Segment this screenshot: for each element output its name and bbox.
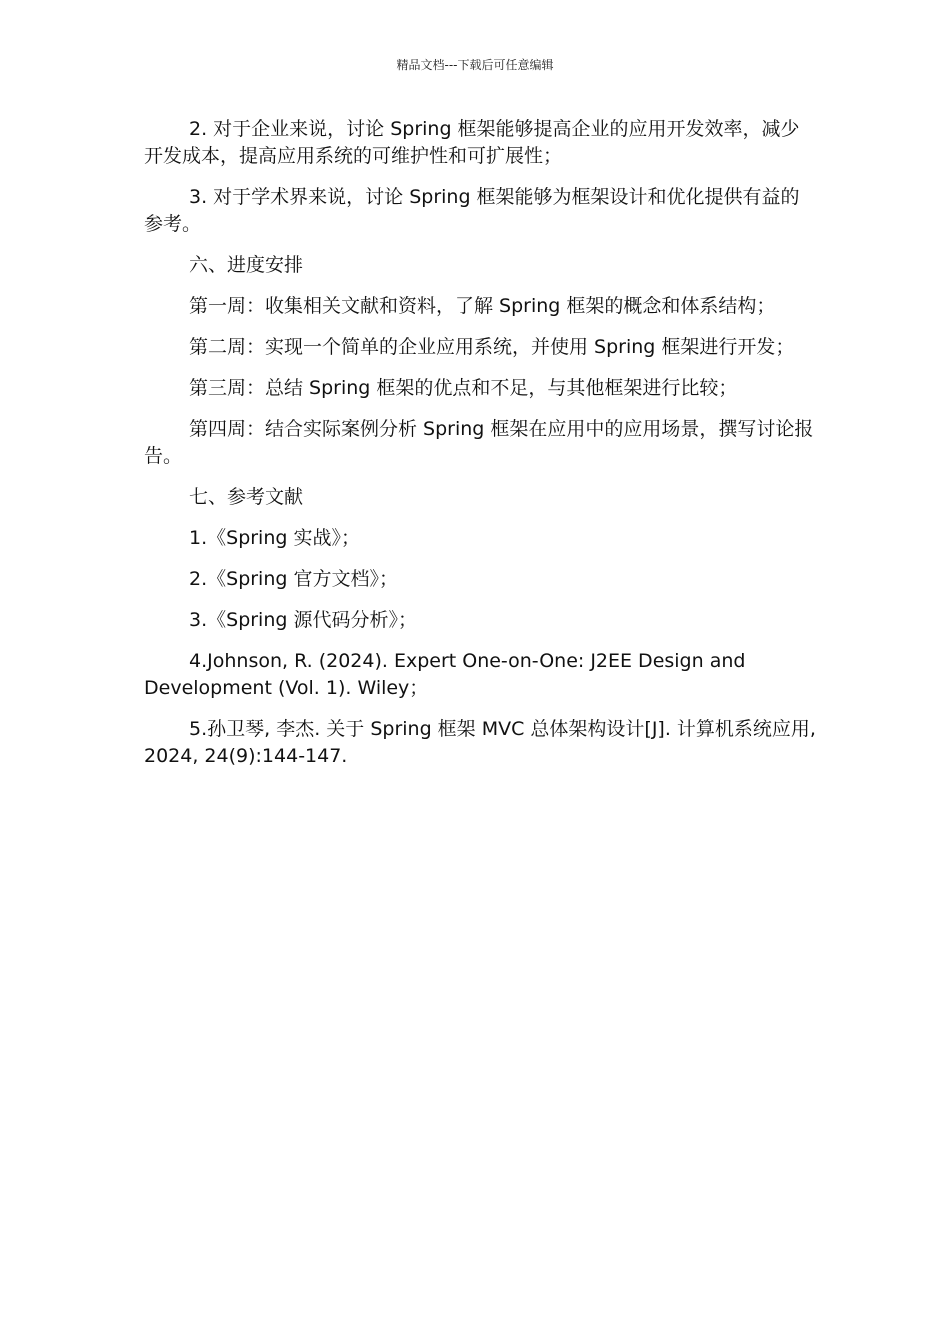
schedule-week-2: 第二周：实现一个简单的企业应用系统，并使用 Spring 框架进行开发； xyxy=(189,336,795,358)
section-heading-references: 七、参考文献 xyxy=(189,486,304,508)
reference-item-4: 4.Johnson, R. (2024). Expert One-on-One: J2EE Design and Development (Vol. 1). Wiley； xyxy=(144,650,752,699)
schedule-week-3: 第三周：总结 Spring 框架的优点和不足，与其他框架进行比较； xyxy=(189,377,738,399)
paragraph-significance-enterprise: 2. 对于企业来说，讨论 Spring 框架能够提高企业的应用开发效率，减少开发成本，提高应用系统的可维护性和可扩展性； xyxy=(144,118,800,167)
reference-item-1: 1.《Spring 实战》； xyxy=(189,527,360,549)
paragraph-significance-academia: 3. 对于学术界来说，讨论 Spring 框架能够为框架设计和优化提供有益的参考。 xyxy=(144,186,800,235)
document-body xyxy=(144,116,823,784)
page-header: 精品文档---下载后可任意编辑 xyxy=(396,58,554,72)
reference-item-5: 5.孙卫琴, 李杰. 关于 Spring 框架 MVC 总体架构设计[J]. 计算机系统应用, 2024, 24(9):144-147. xyxy=(144,718,823,767)
reference-item-3: 3.《Spring 源代码分析》； xyxy=(189,609,417,631)
section-heading-schedule: 六、进度安排 xyxy=(189,254,304,276)
schedule-week-4: 第四周：结合实际案例分析 Spring 框架在应用中的应用场景，撰写讨论报告。 xyxy=(144,418,814,467)
reference-item-2: 2.《Spring 官方文档》； xyxy=(189,568,398,590)
schedule-week-1: 第一周：收集相关文献和资料，了解 Spring 框架的概念和体系结构； xyxy=(189,295,776,317)
